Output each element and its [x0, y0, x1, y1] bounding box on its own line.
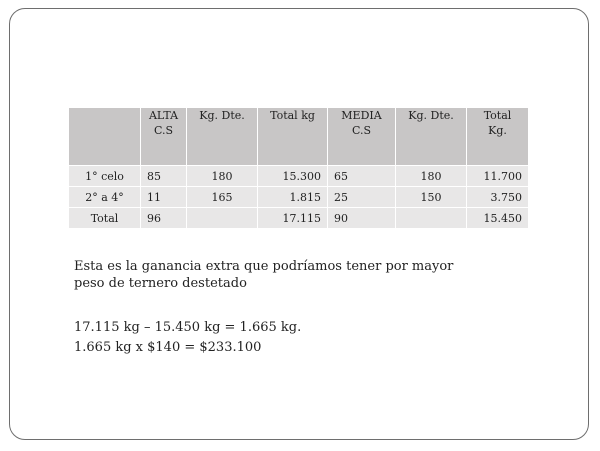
table-cell: 90 [328, 208, 396, 229]
table-cell: 165 [187, 187, 258, 208]
header-cell: Kg. Dte. [396, 108, 467, 166]
table-cell: 17.115 [258, 208, 328, 229]
table-cell: 3.750 [467, 187, 529, 208]
table-cell: 180 [396, 166, 467, 187]
table-header-row [69, 108, 529, 166]
table-cell: 150 [396, 187, 467, 208]
row-label-cell: 2° a 4° [69, 187, 141, 208]
table-cell: 65 [328, 166, 396, 187]
table-cell: 11 [141, 187, 187, 208]
header-cell: Total Kg. [467, 108, 529, 166]
header-cell [69, 108, 141, 166]
header-cell: Kg. Dte. [187, 108, 258, 166]
row-label-cell: 1° celo [69, 166, 141, 187]
calculation-line-1: 17.115 kg – 15.450 kg = 1.665 kg. [74, 320, 302, 335]
table-cell [396, 208, 467, 229]
row-label-cell: Total [69, 208, 141, 229]
table-row [69, 208, 529, 229]
header-cell: MEDIA C.S [328, 108, 396, 166]
table-row [69, 166, 529, 187]
header-cell: Total kg [258, 108, 328, 166]
summary-paragraph: Esta es la ganancia extra que podríamos tener por mayor peso de ternero destetado [74, 259, 454, 291]
table-cell: 96 [141, 208, 187, 229]
table-cell: 15.300 [258, 166, 328, 187]
calculation-line-2: 1.665 kg x $140 = $233.100 [74, 340, 262, 355]
table-row [69, 187, 529, 208]
table-cell: 1.815 [258, 187, 328, 208]
table-cell: 11.700 [467, 166, 529, 187]
header-cell: ALTA C.S [141, 108, 187, 166]
table-cell: 25 [328, 187, 396, 208]
table-cell: 180 [187, 166, 258, 187]
data-table [68, 107, 529, 229]
table-cell [187, 208, 258, 229]
table-cell: 85 [141, 166, 187, 187]
table-cell: 15.450 [467, 208, 529, 229]
